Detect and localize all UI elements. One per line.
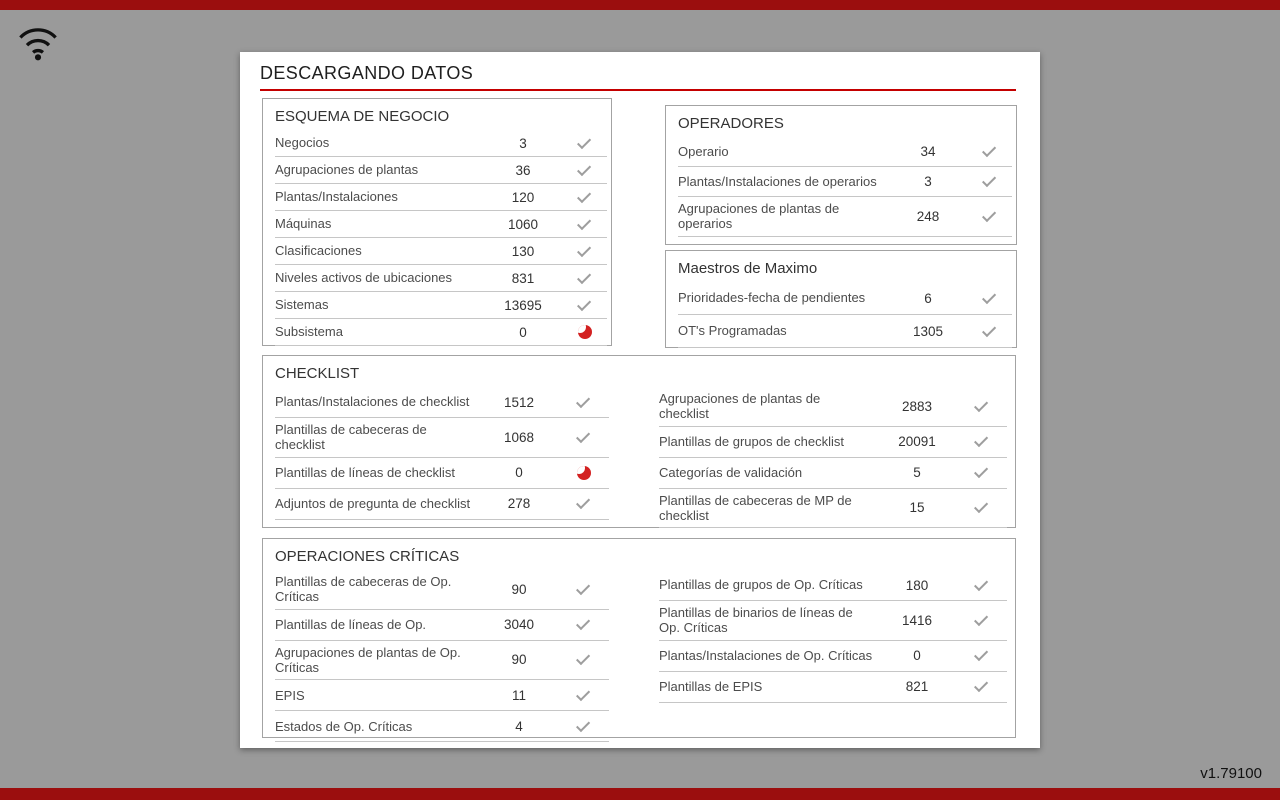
table-row [659,489,1007,529]
status-icon [957,683,1007,690]
status-icon [559,434,609,441]
section-title: OPERACIONES CRÍTICAS [275,548,460,565]
section-checklist [262,355,1016,528]
row-label: Estados de Op. Críticas [275,718,413,734]
row-label: Plantas/Instalaciones de checklist [275,394,470,410]
app-version: v1.79100 [1200,765,1262,782]
check-icon [576,718,590,732]
row-value: 3 [924,174,932,189]
table-row [659,387,1007,427]
row-label: Adjuntos de pregunta de checklist [275,495,471,511]
row-value: 13695 [504,297,542,313]
table-row [659,427,1007,458]
status-icon [968,213,1012,220]
status-icon [559,656,609,663]
status-icon [559,621,609,628]
table-row [678,282,1012,315]
row-label: Plantillas de cabeceras de MP de checklist [659,492,852,523]
section-title: OPERADORES [678,115,784,132]
check-icon [577,243,591,257]
row-value: 15 [909,500,925,516]
row-label: Plantillas de líneas de Op. [275,616,427,632]
row-label: Plantillas de líneas de checklist [275,464,455,480]
row-label: Máquinas [275,216,332,232]
row-label: Plantas/Instalaciones [275,189,398,205]
row-value: 0 [913,648,921,664]
checklist-left-column [275,387,609,520]
check-icon [982,173,996,187]
table-row [275,711,609,742]
table-row [275,680,609,711]
row-value: 1305 [912,323,944,339]
check-icon [982,290,996,304]
row-label: Plantillas de cabeceras de Op. Críticas [275,574,452,605]
status-icon [957,652,1007,659]
section-operaciones-criticas [262,538,1016,738]
row-value: 36 [515,162,531,178]
page-title: DESCARGANDO DATOS [260,63,474,83]
row-value: 1068 [503,429,535,445]
row-value: 130 [511,243,535,259]
check-icon [974,464,988,478]
row-label: Operario [678,143,729,159]
row-value: 1060 [507,216,539,232]
check-icon [577,216,591,230]
table-row [659,641,1007,672]
wifi-icon [16,24,60,62]
status-icon [968,178,1012,185]
table-row [659,458,1007,489]
status-icon [559,399,609,406]
check-icon [974,499,988,513]
table-row [275,211,607,238]
status-icon [559,500,609,507]
title-divider [260,89,1016,91]
row-label: Niveles activos de ubicaciones [275,270,453,286]
table-row [275,570,609,610]
table-row [275,265,607,292]
table-row [659,570,1007,601]
row-label: Negocios [275,135,330,151]
table-row [678,315,1012,348]
table-row [678,167,1012,197]
row-label: Plantillas de EPIS [659,678,763,694]
row-label: Prioridades-fecha de pendientes [678,290,866,306]
check-icon [576,495,590,509]
check-icon [576,581,590,595]
row-value: 1512 [503,394,535,410]
check-icon [982,143,996,157]
status-icon [957,617,1007,624]
table-row [275,130,607,157]
row-value: 0 [519,324,527,340]
row-label: Categorías de validación [659,464,803,480]
check-icon [982,208,996,222]
status-icon [559,466,609,480]
row-value: 20091 [898,434,936,450]
check-icon [974,612,988,626]
check-icon [974,433,988,447]
check-icon [576,429,590,443]
status-icon [559,586,609,593]
table-row [275,157,607,184]
criticas-right-column [659,570,1007,703]
row-value: 4 [515,718,523,734]
criticas-left-column [275,570,609,742]
check-icon [974,678,988,692]
table-row [659,672,1007,703]
download-dialog [240,52,1040,748]
status-icon [559,692,609,699]
top-red-bar [0,0,1280,10]
section-operadores [665,105,1017,245]
table-row [275,387,609,418]
table-row [275,610,609,641]
check-icon [974,398,988,412]
status-icon [563,167,607,174]
row-value: 11 [511,687,526,703]
section-title: CHECKLIST [275,365,360,382]
row-value: 248 [916,208,940,224]
check-icon [577,270,591,284]
row-label: Plantas/Instalaciones de operarios [678,173,877,189]
status-icon [563,325,607,339]
status-icon [559,723,609,730]
status-icon [957,469,1007,476]
status-icon [968,295,1012,302]
row-value: 0 [515,465,523,481]
row-label: OT's Programadas [678,323,787,339]
section-title: Maestros de Maximo [678,260,818,277]
check-icon [577,162,591,176]
table-row [678,137,1012,167]
status-icon [957,504,1007,511]
row-value: 2883 [901,398,933,414]
check-icon [576,394,590,408]
row-label: Agrupaciones de plantas de checklist [659,391,821,422]
row-value: 90 [511,652,527,668]
row-value: 3 [519,135,527,151]
row-value: 1416 [901,612,933,628]
status-icon [563,248,607,255]
row-value: 34 [920,144,936,159]
checklist-right-column [659,387,1007,528]
status-icon [957,582,1007,589]
spinner-icon [577,466,591,480]
row-value: 6 [924,290,932,306]
row-value: 180 [905,577,929,593]
row-label: Agrupaciones de plantas [275,162,419,178]
table-row [275,238,607,265]
section-maestros-de-maximo [665,250,1017,348]
row-label: EPIS [275,687,305,703]
status-icon [563,275,607,282]
table-row [275,292,607,319]
check-icon [974,577,988,591]
row-value: 278 [507,496,531,512]
row-label: Plantillas de grupos de checklist [659,433,844,449]
row-value: 90 [511,581,527,597]
check-icon [577,189,591,203]
row-label: Plantas/Instalaciones de Op. Críticas [659,647,873,663]
status-icon [968,148,1012,155]
row-value: 5 [913,465,921,481]
table-row [659,601,1007,641]
status-icon [957,403,1007,410]
row-value: 821 [905,679,929,695]
status-icon [563,221,607,228]
row-label: Sistemas [275,297,329,313]
spinner-icon [578,325,592,339]
check-icon [577,297,591,311]
table-row [275,418,609,458]
row-value: 831 [511,270,535,286]
bottom-red-bar [0,788,1280,800]
check-icon [576,651,590,665]
status-icon [563,194,607,201]
table-row [275,458,609,489]
section-title: ESQUEMA DE NEGOCIO [275,108,450,125]
status-icon [563,302,607,309]
section-esquema-de-negocio [262,98,612,346]
check-icon [576,687,590,701]
row-label: Plantillas de grupos de Op. Críticas [659,577,863,593]
row-label: Clasificaciones [275,243,362,259]
table-row [678,197,1012,237]
table-row [275,489,609,520]
table-row [275,184,607,211]
check-icon [974,647,988,661]
row-label: Plantillas de cabeceras de checklist [275,422,427,453]
row-label: Agrupaciones de plantas de operarios [678,201,840,232]
check-icon [576,616,590,630]
table-row [275,641,609,681]
check-icon [982,323,996,337]
status-icon [957,438,1007,445]
row-label: Agrupaciones de plantas de Op. Críticas [275,644,461,675]
row-value: 120 [511,189,535,205]
table-row [275,319,607,346]
status-icon [968,328,1012,335]
row-label: Plantillas de binarios de líneas de Op. Críticas [659,605,853,636]
status-icon [563,140,607,147]
row-value: 3040 [503,617,535,633]
check-icon [577,135,591,149]
row-label: Subsistema [275,324,343,340]
